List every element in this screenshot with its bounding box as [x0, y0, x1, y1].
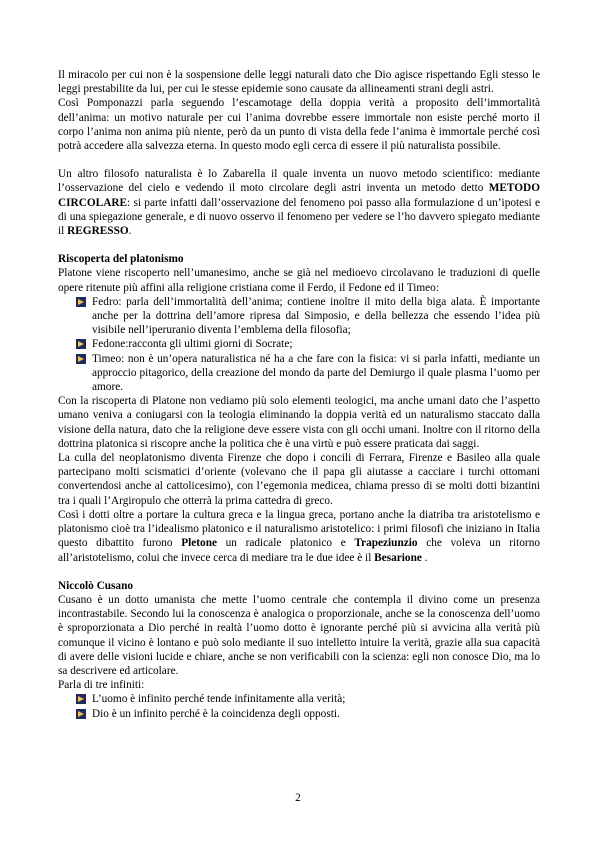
- paragraph: Con la riscoperta di Platone non vediamo più solo elementi teologici, ma anche umani dato che l’aspetto umano veniva a coniugarsi con la teologia eliminando la doppia verità ed un naturalismo staccato dalla visione della natura, dato che la religione deve essere vista con gli occhi umani. Inoltre con il ritorno della dottrina platonica si riscopre anche la politica che è una virtù e può essere praticata dai saggi.: [58, 395, 540, 450]
- bullet-list: [58, 692, 540, 720]
- arrow-bullet-icon: [76, 339, 86, 349]
- paragraph: Così i dotti oltre a portare la cultura greca e la lingua greca, portano anche la diatriba tra aristotelismo e platonismo cioè tra l’idealismo platonico e il naturalismo aristotelico: i primi filosofi che iniziano in Italia questo dibattito furono Pletone un radicale platonico e Trapeziunzio che voleva un ritorno all’aristotelismo, colui che invece cerca di mediare tra le due idee è il Besarione .: [58, 508, 540, 564]
- bullet-list: [58, 295, 540, 394]
- paragraph: Così Pomponazzi parla seguendo l’escamotage della doppia verità a proposito dell’immortalità dell’anima: un motivo naturale per cui l’anima dovrebbe essere immortale non esiste perché morto il corpo l’anima non anima più niente, però da un punto di vista della fede l’anima è immortale perché così potrà accedere alla salvezza eterna. In questo modo egli cerca di essere il più naturalista possibile.: [58, 97, 540, 153]
- spacer: [58, 153, 540, 167]
- list-item: Dio è un infinito perché è la coincidenza degli opposti.: [76, 707, 540, 721]
- paragraph: Cusano è un dotto umanista che mette l’uomo centrale che contempla il divino come un presenza incontrastabile. Secondo lui la conoscenza è analogica o proporzionale, anche se la conoscenza dell’uomo è sproporzionata a Dio perché in realtà l’uomo dotto è ignorante perché più si avvicina alla verità più comunque il vicino è lontano e può solo mediante il suo intelletto intuire la verità, grazie alla sua capacità di avere delle visioni lucide e chiare, anche se non verificabili con la scienza: egli non conosce Dio, ma lo sa descrivere ed articolare.: [58, 593, 540, 677]
- section-title: Niccolò Cusano: [58, 579, 134, 592]
- page-number: 2: [295, 792, 301, 804]
- list-item: Fedro: parla dell’immortalità dell’anima; contiene inoltre il mito della biga alata. È importante anche per la dottrina dell’amore ripresa dal Simposio, e della bellezza che essendo l’idea più visibile nell’iperuranio diventa l’emblema della filosofia;: [76, 295, 540, 338]
- paragraph: Il miracolo per cui non è la sospensione delle leggi naturali dato che Dio agisce rispettando Egli stesso le leggi prestabilite da lui, per cui le stesse epidemie sono causate da allineamenti strani degli astri.: [58, 69, 540, 96]
- arrow-bullet-icon: [76, 694, 86, 704]
- list-item: L’uomo è infinito perché tende infinitamente alla verità;: [76, 692, 540, 706]
- list-item: Fedone:racconta gli ultimi giorni di Socrate;: [76, 337, 540, 351]
- section-title: Riscoperta del platonismo: [58, 253, 184, 266]
- paragraph: Platone viene riscoperto nell’umanesimo, anche se già nel medioevo circolavano le traduzioni di quelle opere ritenute più affini alla religione cristiana come il Ferdo, il Fedone ed il Timeo:: [58, 267, 540, 294]
- spacer: [58, 238, 540, 252]
- document-body: [58, 68, 540, 721]
- paragraph: Parla di tre infiniti:: [58, 679, 145, 692]
- paragraph: La culla del neoplatonismo diventa Firenze che dopo i concili di Ferrara, Firenze e Basileo alla quale partecipano molti scismatici d’oriente (volevano che il papa gli aiutasse a cacciare i turchi ottomani convertendosi anche al cattolicesimo), con l’egemonia medicea, chiama presso di se molti dotti bizantini tra i quali l’Argiropulo che otterrà la prima cattedra di greco.: [58, 452, 540, 507]
- paragraph: Un altro filosofo naturalista è lo Zabarella il quale inventa un nuovo metodo scientifico: mediante l’osservazione del cielo e vedendo il moto circolare degli astri inventa un metodo detto METODO CIRCOLARE: si parte infatti dall’osservazione del fenomeno poi passo alla formulazione d un’ipotesi e di una spiegazione generale, e di nuovo osservo il fenomeno per vedere se l’ho davvero spiegato mediante il REGRESSO.: [58, 168, 540, 238]
- list-item: Timeo: non è un’opera naturalistica né ha a che fare con la fisica: vi si parla infatti, mediante un approccio pitagorico, della creazione del mondo da parte del Demiurgo il quale plasma l’uomo per amore.: [76, 352, 540, 395]
- arrow-bullet-icon: [76, 297, 86, 307]
- arrow-bullet-icon: [76, 709, 86, 719]
- spacer: [58, 565, 540, 579]
- arrow-bullet-icon: [76, 354, 86, 364]
